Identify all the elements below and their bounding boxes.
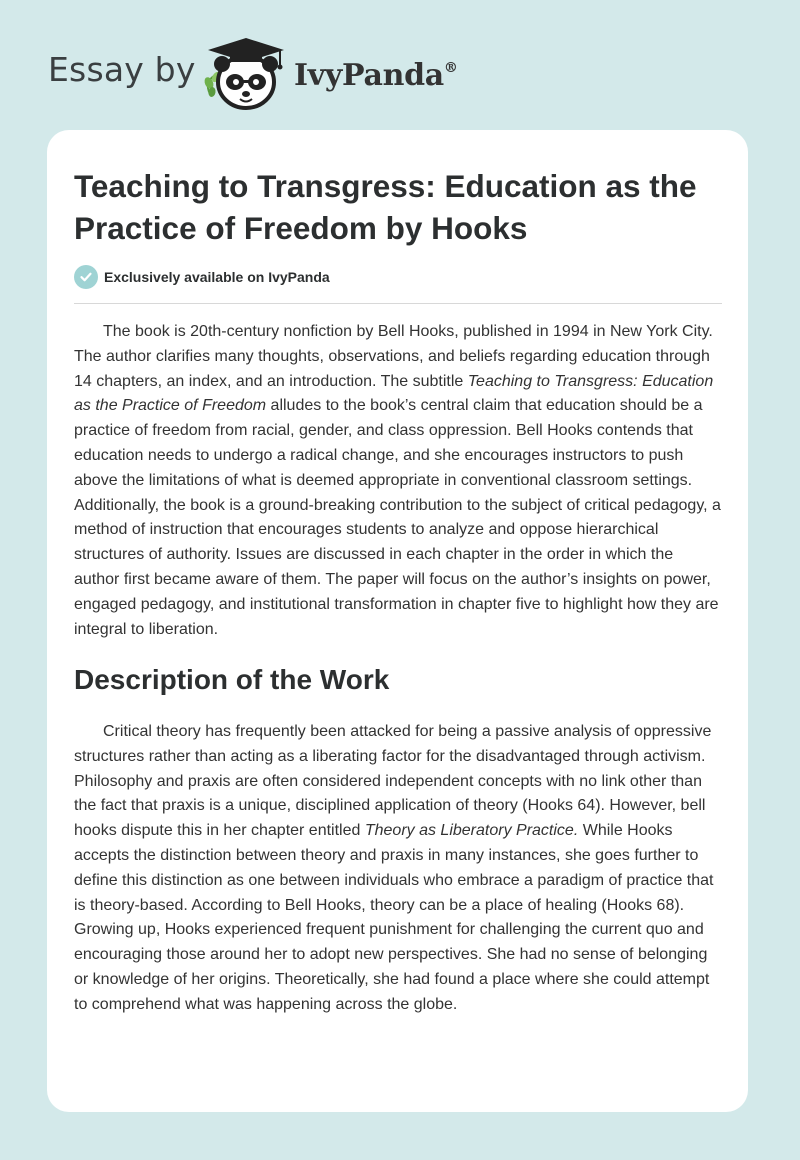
- panda-graduation-cap-icon[interactable]: [200, 36, 288, 112]
- essay-card: [47, 130, 748, 1112]
- section-heading: Description of the Work: [74, 664, 390, 695]
- page-title: Teaching to Transgress: Education as the Practice of Freedom by Hooks: [74, 168, 697, 246]
- divider: [74, 303, 722, 304]
- paragraph-intro: The book is 20th-century nonfiction by Bell Hooks, published in 1994 in New York City. The author clarifies many thoughts, observations, and beliefs regarding education through 14 chapters, an index, and an introduction. The subtitle Teaching to Transgress: Education as the Practice of Freedom alludes to the book’s central claim that education should be a practice of freedom from racial, gender, and class oppression. Bell Hooks contends that education needs to undergo a radical change, and she encourages instructors to push above the limitations of what is deemed appropriate in conventional classroom settings. Additionally, the book is a ground-breaking contribution to the subject of critical pedagogy, a method of instruction that encourages students to analyze and oppose hierarchical structures of authority. Issues are discussed in each chapter in the order in which the author first became aware of them. The paper will focus on the author’s insights on power, engaged pedagogy, and institutional transformation in chapter five to highlight how they are integral to liberation.: [74, 323, 721, 638]
- essay-by-label: Essay by: [48, 50, 196, 89]
- check-icon: [74, 265, 98, 289]
- brand-name[interactable]: IvyPanda®: [294, 58, 458, 93]
- paragraph-description: Critical theory has frequently been attacked for being a passive analysis of oppressive structures rather than acting as a liberating factor for the disadvantaged through activism. Philosophy and praxis are often considered independent concepts with no link other than the fact that praxis is a unique, disciplined application of theory (Hooks 64). However, bell hooks dispute this in her chapter entitled Theory as Liberatory Practice. While Hooks accepts the distinction between theory and praxis in many instances, she goes further to define this distinction as one between individuals who embrace a paradigm of practice that is theory-based. According to Bell Hooks, theory can be a place of healing (Hooks 68). Growing up, Hooks experienced frequent punishment for challenging the current quo and encouraging those around her to adopt new perspectives. She had no sense of belonging or knowledge of her origins. Theoretically, she had found a place where she could attempt to comprehend what was happening across the globe.: [74, 723, 714, 1013]
- exclusive-label: Exclusively available on IvyPanda: [104, 269, 330, 285]
- site-header: [48, 32, 508, 112]
- exclusive-badge: [74, 264, 330, 290]
